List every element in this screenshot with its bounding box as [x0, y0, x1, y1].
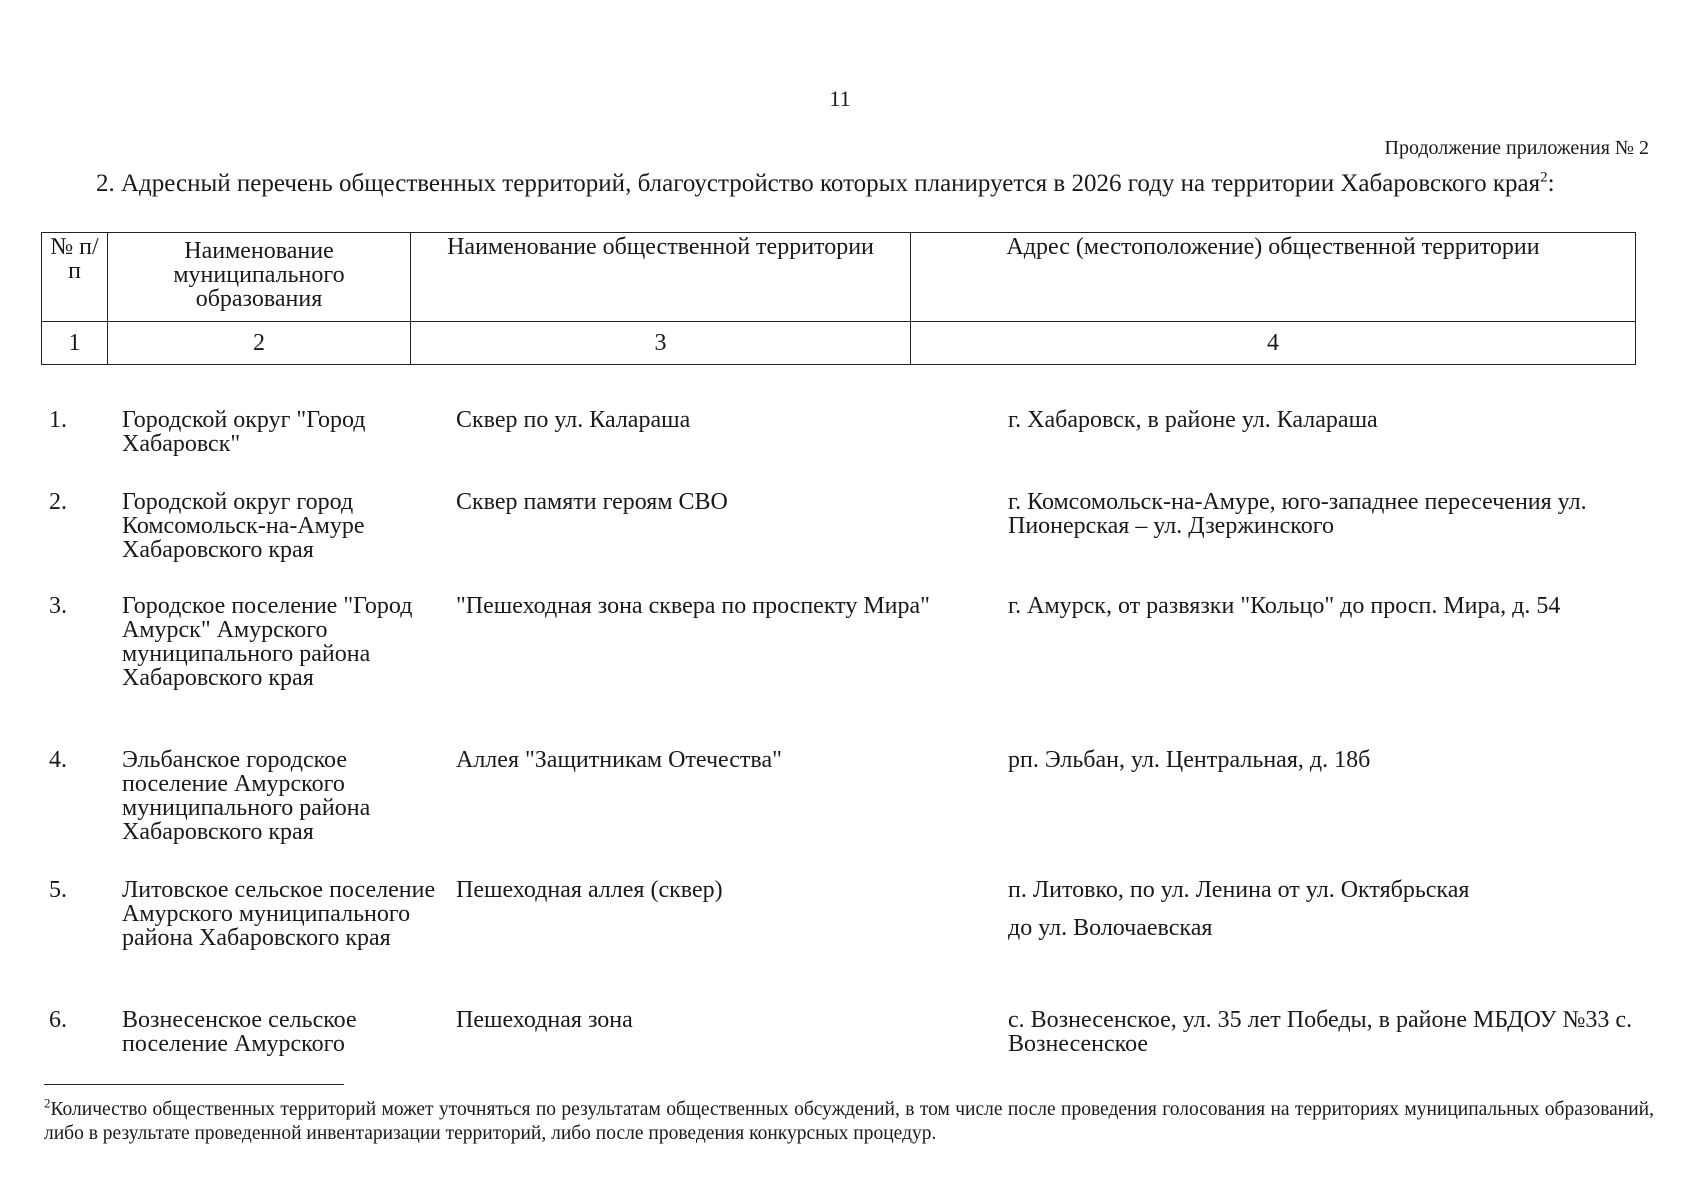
row-address-line: г. Комсомольск-на-Амуре, юго-западнее пересечения ул. Пионерская – ул. Дзержинского	[1008, 489, 1587, 539]
row-number: 4.	[49, 747, 67, 773]
row-number: 6.	[49, 1007, 67, 1033]
table-header	[41, 232, 1636, 365]
row-number: 1.	[49, 407, 67, 433]
row-address-line: г. Хабаровск, в районе ул. Калараша	[1008, 407, 1378, 433]
row-address	[1008, 408, 1635, 432]
footnote-separator	[44, 1084, 344, 1085]
row-address-line: г. Амурск, от развязки "Кольцо" до просп. Мира, д. 54	[1008, 593, 1561, 619]
section-heading	[40, 170, 1645, 198]
column-header-number: № п/п	[42, 233, 108, 322]
footnote-text: Количество общественных территорий может уточняться по результатам общественных обсуждений, в том числе после проведения голосования на территориях муниципальных образований, либо в результате проведенной инвентаризации территорий, либо после проведения конкурсных процедур.	[44, 1099, 1654, 1144]
column-number-4: 4	[911, 322, 1636, 365]
row-territory-name: Пешеходная аллея (сквер)	[456, 877, 723, 903]
row-municipality: Вознесенское сельское поселение Амурского	[122, 1007, 357, 1057]
footnote-mark: 2	[44, 1095, 51, 1111]
row-address	[1008, 878, 1635, 940]
row-number: 3.	[49, 593, 67, 619]
table-column-numbers-row	[42, 322, 1636, 365]
row-address-line: рп. Эльбан, ул. Центральная, д. 18б	[1008, 747, 1371, 773]
column-number-2: 2	[108, 322, 411, 365]
row-municipality: Городское поселение "Город Амурск" Амурского муниципального района Хабаровского края	[122, 593, 413, 691]
section-heading-colon: :	[1547, 170, 1555, 197]
annex-continuation-note: Продолжение приложения № 2	[1384, 137, 1649, 159]
footnote-reference: 2	[1540, 169, 1548, 186]
row-number: 2.	[49, 489, 67, 515]
row-territory-name: Сквер по ул. Калараша	[456, 407, 691, 433]
row-address	[1008, 490, 1635, 538]
row-address-line: п. Литовко, по ул. Ленина от ул. Октябрьская	[1008, 877, 1470, 903]
row-municipality: Городской округ город Комсомольск-на-Амуре Хабаровского края	[122, 489, 365, 563]
row-territory-name: Аллея "Защитникам Отечества"	[456, 747, 782, 773]
row-municipality: Городской округ "Город Хабаровск"	[122, 407, 366, 457]
table-header-row	[42, 233, 1636, 322]
column-number-1: 1	[42, 322, 108, 365]
row-municipality: Литовское сельское поселение Амурского муниципального района Хабаровского края	[122, 877, 436, 951]
column-header-municipality: Наименование муниципального образования	[108, 233, 411, 322]
column-header-address: Адрес (местоположение) общественной территории	[911, 233, 1636, 322]
row-territory-name: Пешеходная зона	[456, 1007, 633, 1033]
row-address-line: с. Вознесенское, ул. 35 лет Победы, в районе МБДОУ №33 с. Вознесенское	[1008, 1007, 1633, 1057]
row-address	[1008, 1008, 1635, 1056]
row-municipality: Эльбанское городское поселение Амурского муниципального района Хабаровского края	[122, 747, 371, 845]
row-territory-name: "Пешеходная зона сквера по проспекту Мира"	[456, 593, 930, 619]
column-header-territory-name: Наименование общественной территории	[411, 233, 911, 322]
row-address	[1008, 594, 1635, 618]
section-heading-text: 2. Адресный перечень общественных территорий, благоустройство которых планируется в 2026 году на территории Хабаровского края	[96, 170, 1541, 197]
row-address-line: до ул. Волочаевская	[1008, 915, 1213, 941]
footnote	[44, 1095, 1654, 1146]
page-number: 11	[829, 86, 851, 111]
row-address	[1008, 748, 1635, 772]
row-number: 5.	[49, 877, 67, 903]
column-number-3: 3	[411, 322, 911, 365]
row-territory-name: Сквер памяти героям СВО	[456, 489, 728, 515]
